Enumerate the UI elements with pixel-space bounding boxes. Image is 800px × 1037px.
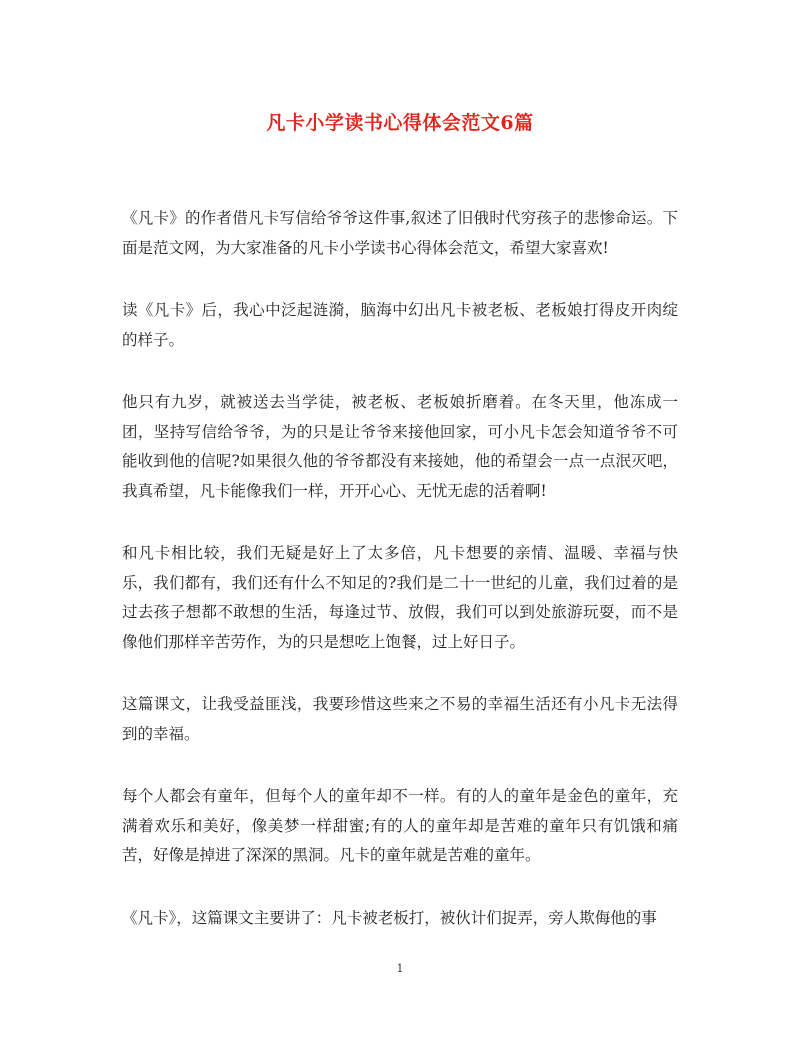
document-body [122, 204, 678, 966]
paragraph-5: 这篇课文，让我受益匪浅，我要珍惜这些来之不易的幸福生活还有小凡卡无法得到的幸福。 [122, 695, 678, 743]
paragraph-3: 他只有九岁，就被送去当学徒，被老板、老板娘折磨着。在冬天里，他冻成一团，坚持写信给爷爷，为的只是让爷爷来接他回家，可小凡卡怎会知道爷爷不可能收到他的信呢?如果很久他的爷爷都没有来接她，他的希望会一点一点泯灭吧，我真希望，凡卡能像我们一样，开开心心、无忧无虑的活着啊! [122, 393, 678, 500]
paragraph-2: 读《凡卡》后，我心中泛起涟漪，脑海中幻出凡卡被老板、老板娘打得皮开肉绽的样子。 [122, 301, 678, 349]
paragraph-4: 和凡卡相比较，我们无疑是好上了太多倍，凡卡想要的亲情、温暖、幸福与快乐，我们都有，我们还有什么不知足的?我们是二十一世纪的儿童，我们过着的是过去孩子想都不敢想的生活，每逢过节、放假，我们可以到处旅游玩耍，而不是像他们那样辛苦劳作，为的只是想吃上饱餐，过上好日子。 [122, 544, 678, 651]
paragraph-intro: 《凡卡》的作者借凡卡写信给爷爷这件事,叙述了旧俄时代穷孩子的悲惨命运。下面是范文网，为大家准备的凡卡小学读书心得体会范文，希望大家喜欢! [122, 209, 678, 257]
document-title: 凡卡小学读书心得体会范文6篇 [266, 112, 534, 134]
page-number: 1 [396, 962, 404, 975]
paragraph-6: 每个人都会有童年，但每个人的童年却不一样。有的人的童年是金色的童年，充满着欢乐和美好，像美梦一样甜蜜;有的人的童年却是苦难的童年只有饥饿和痛苦，好像是掉进了深深的黑洞。凡卡的童年就是苦难的童年。 [122, 787, 678, 864]
paragraph-7: 《凡卡》，这篇课文主要讲了：凡卡被老板打，被伙计们捉弄，旁人欺侮他的事 [122, 908, 657, 927]
